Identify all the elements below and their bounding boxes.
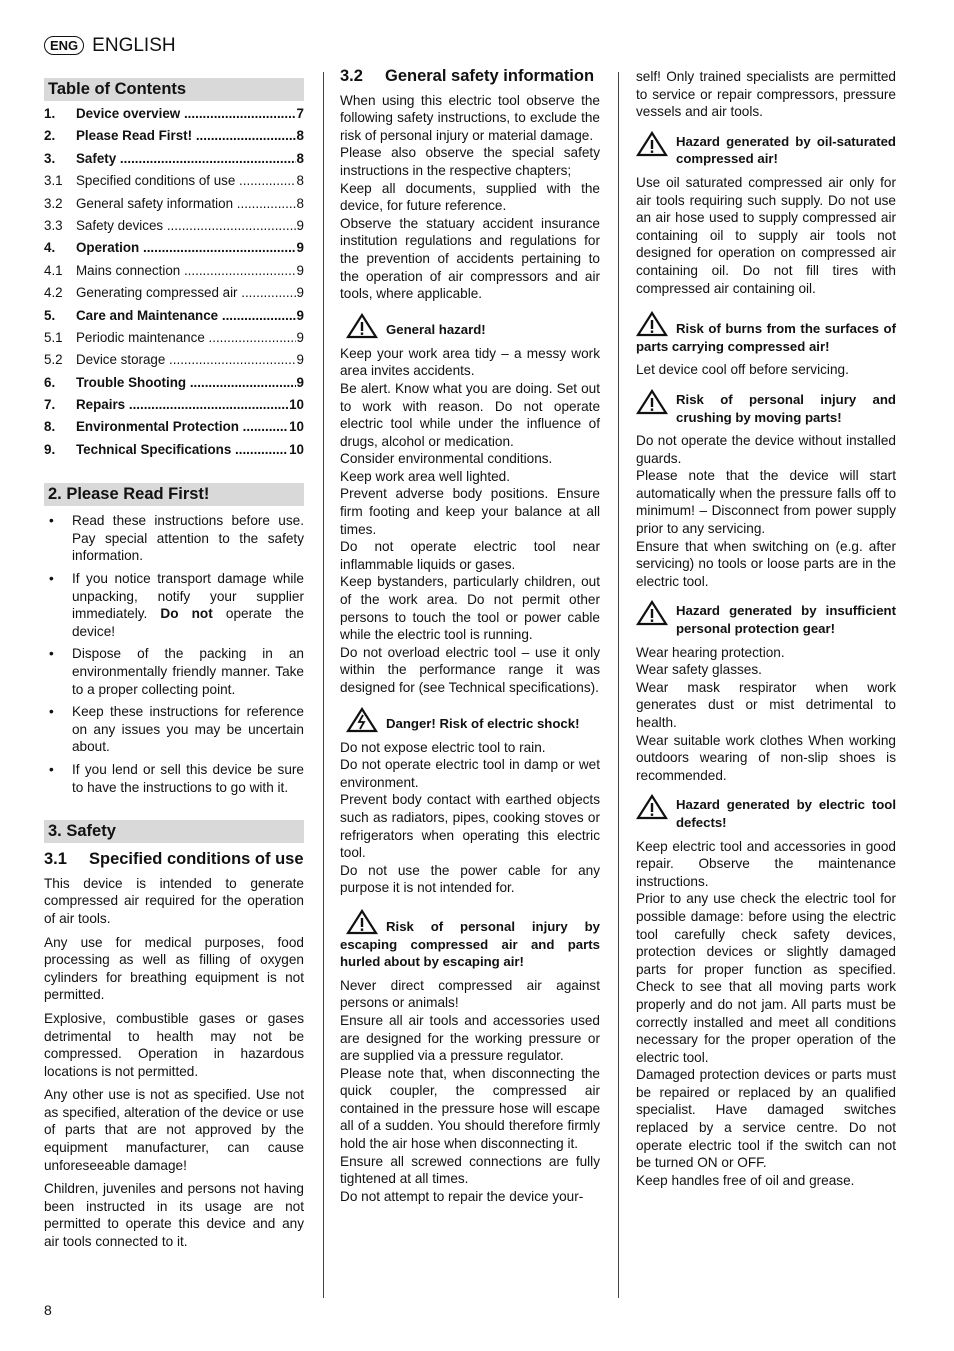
toc-item-title: Trouble Shooting ..... xyxy=(76,372,296,394)
paragraph: Prevent body contact with earthed objects such as radiators, pipes, cooking stoves or refrigerators when operating this electric tool. xyxy=(340,792,600,861)
toc-item-page: 10 xyxy=(289,397,304,413)
toc-item-number: 2. xyxy=(44,128,56,144)
paragraph: Wear hearing protection. xyxy=(636,644,785,660)
toc-heading: Table of Contents xyxy=(44,78,304,101)
toc-item[interactable] xyxy=(44,394,304,416)
language-badge: ENG xyxy=(44,36,84,55)
toc-item-title: Operation ..... xyxy=(76,237,296,259)
paragraph: Do not operate electric tool near inflammable liquids or gases. xyxy=(340,539,600,572)
paragraph: Damaged protection devices or parts must be repaired or replaced by an qualified specialist. Have damaged switches replaced by a service centre. Do not operate electric tool if the switch can not be turned ON or OFF. xyxy=(636,1067,896,1171)
paragraph: Keep handles free of oil and grease. xyxy=(636,1172,855,1188)
warning-icon xyxy=(636,311,668,337)
toc-item-number: 3. xyxy=(44,150,56,166)
please-read-heading: 2. Please Read First! xyxy=(44,483,304,506)
warning-icon xyxy=(636,794,668,820)
warning-icon xyxy=(636,389,668,415)
toc-item-page: 8 xyxy=(296,195,304,211)
toc-item-number: 1. xyxy=(44,106,56,121)
column-3 xyxy=(636,68,896,1189)
moving-parts-warning: Risk of personal injury and crushing by moving parts! xyxy=(636,391,896,426)
toc-item[interactable] xyxy=(44,305,304,327)
toc-item-title: Safety devices ..... xyxy=(76,215,296,237)
toc-item[interactable] xyxy=(44,215,304,237)
toc-item-title: Specified conditions of use ..... xyxy=(76,170,296,192)
paragraph: Any other use is not as specified. Use not as specified, alteration of the device or use of parts that are not approved by the equipment manufacturer, can cause unforeseeable damage! xyxy=(44,1087,304,1173)
toc-item-page: 7 xyxy=(296,106,304,121)
paragraph: Keep bystanders, particularly children, out of the work area. Do not permit other persons to touch the tool or power cable while the electric tool is running. xyxy=(340,574,600,643)
paragraph: Observe the statuary accident insurance institution regulations and regulations for the prevention of accidents pertaining to the operation of air compressors and air tools, where applicable. xyxy=(340,215,600,302)
toc-item[interactable] xyxy=(44,170,304,192)
paragraph: Ensure all screwed connections are fully tightened at all times. xyxy=(340,1153,600,1187)
paragraph: Wear suitable work clothes When working outdoors wearing of non-slip shoes is recommended. xyxy=(636,732,896,783)
paragraph: Keep work area well lighted. xyxy=(340,468,511,484)
toc-item-page: 8 xyxy=(296,150,304,166)
toc-item-number: 3.1 xyxy=(44,173,63,189)
toc-item[interactable] xyxy=(44,193,304,215)
paragraph: Please note that, when disconnecting the quick coupler, the compressed air contained in the pressure hose will escape all of a sudden. You should therefore firmly hold the air hose when disconnecting it. xyxy=(340,1065,600,1152)
column-2 xyxy=(340,68,600,1205)
paragraph: Wear safety glasses. xyxy=(636,662,762,678)
toc-item[interactable] xyxy=(44,439,304,461)
warning-icon xyxy=(346,909,378,935)
toc-item-number: 7. xyxy=(44,397,56,413)
paragraph: Keep electric tool and accessories in good repair. Observe the maintenance instructions. xyxy=(636,838,896,889)
electric-shock-icon xyxy=(346,707,378,733)
compressed-air-warning: Risk of personal injury by escaping compressed air and parts hurled about by escaping air! xyxy=(340,909,600,971)
toc-item-page: 9 xyxy=(296,240,304,256)
toc-item-page: 9 xyxy=(296,374,304,390)
language-label: ENGLISH xyxy=(92,34,176,56)
paragraph: Do not overload electric tool – use it only within the performance range it was designed for (see Technical specifications). xyxy=(340,644,600,695)
toc-item[interactable] xyxy=(44,148,304,170)
toc-item-number: 4.1 xyxy=(44,262,63,278)
paragraph: Please also observe the special safety instructions in the respective chapters; xyxy=(340,145,600,178)
toc-item-number: 5.1 xyxy=(44,329,63,345)
toc-item-title: Please Read First! ..... xyxy=(76,125,296,147)
paragraph: Ensure that when switching on (e.g. after servicing) no tools or loose parts are in the electric tool. xyxy=(636,538,896,589)
toc-item-number: 9. xyxy=(44,441,56,457)
toc-item-number: 8. xyxy=(44,419,56,435)
toc-item[interactable] xyxy=(44,103,304,125)
paragraph: Prevent adverse body positions. Ensure firm footing and keep your balance at all times. xyxy=(340,486,600,537)
toc-item-title: Care and Maintenance ..... xyxy=(76,305,296,327)
toc-item-number: 4.2 xyxy=(44,285,63,301)
warning-icon xyxy=(636,131,668,157)
toc-item-number: 4. xyxy=(44,240,56,256)
paragraph: Do not operate the device without installed guards. xyxy=(636,433,896,466)
paragraph: Wear mask respirator when work generates dust or mist detrimental to health. xyxy=(636,679,896,730)
toc-item-page: 8 xyxy=(296,173,304,189)
toc-item[interactable] xyxy=(44,416,304,438)
paragraph: Keep your work area tidy – a messy work area invites accidents. xyxy=(340,345,600,379)
please-read-list xyxy=(44,512,304,796)
toc-item-title: Safety ..... xyxy=(76,148,296,170)
list-item: • If you lend or sell this device be sure to have the instructions to go with it. xyxy=(44,761,304,796)
toc-item-number: 5. xyxy=(44,307,56,323)
toc-item-page: 10 xyxy=(289,419,304,435)
paragraph: Keep all documents, supplied with the device, for future reference. xyxy=(340,180,600,214)
toc-item-page: 8 xyxy=(296,128,304,144)
toc-item-page: 9 xyxy=(296,217,304,233)
toc-item[interactable] xyxy=(44,237,304,259)
paragraph: Children, juveniles and persons not having been instructed in its usage are not permitted to operate this device and any air tools connected to it. xyxy=(44,1181,304,1250)
toc-item-number: 6. xyxy=(44,374,56,390)
toc-item-page: 9 xyxy=(296,352,304,368)
toc-item-page: 9 xyxy=(296,285,304,301)
list-item: • Read these instructions before use. Pay special attention to the safety information. xyxy=(44,512,304,565)
toc-item-number: 3.3 xyxy=(44,217,63,233)
toc-item-title: General safety information ..... xyxy=(76,193,296,215)
column-divider xyxy=(618,72,619,1298)
paragraph: self! Only trained specialists are permitted to service or repair compressors, pressure vessels and air tools. xyxy=(636,69,896,120)
list-item: • Dispose of the packing in an environmentally friendly manner. Take to a proper collecting point. xyxy=(44,645,304,698)
paragraph: Please note that the device will start automatically when the pressure falls off to minimum! – Disconnect from power supply prior to any servicing. xyxy=(636,468,896,537)
paragraph: Prior to any use check the electric tool for possible damage: before using the electric tool carefully check safety devices, protection devices or slightly damaged parts for proper function as specified. Check to see that all moving parts work properly and do not jam. All parts must be correctly installed and meet all conditions necessary for the proper operation of the electric tool. xyxy=(636,891,896,1065)
paragraph: Never direct compressed air against persons or animals! xyxy=(340,977,600,1011)
toc-list xyxy=(44,103,304,461)
toc-item-title: Device storage ..... xyxy=(76,349,296,371)
safety-heading: 3. Safety xyxy=(44,820,304,843)
toc-item[interactable] xyxy=(44,372,304,394)
toc-item[interactable] xyxy=(44,260,304,282)
paragraph: Be alert. Know what you are doing. Set out to work with reason. Do not operate electric tool while under the influence of drugs, alcohol or medication. xyxy=(340,380,600,449)
toc-item-title: Generating compressed air ..... xyxy=(76,282,296,304)
section-3-2-heading: 3.2 General safety information xyxy=(340,67,595,85)
toc-item[interactable] xyxy=(44,282,304,304)
general-hazard-warning: General hazard! xyxy=(346,315,600,339)
toc-item-page: 10 xyxy=(289,441,304,457)
toc-item-page: 9 xyxy=(296,262,304,278)
paragraph: Ensure all air tools and accessories used are designed for the working pressure or are supplied via a pressure regulator. xyxy=(340,1012,600,1064)
oil-air-warning: Hazard generated by oil-saturated compressed air! xyxy=(636,133,896,168)
toc-item-number: 3.2 xyxy=(44,195,63,211)
paragraph: Do not attempt to repair the device your- xyxy=(340,1188,584,1204)
toc-item-title: Periodic maintenance ..... xyxy=(76,327,296,349)
electric-shock-warning: Danger! Risk of electric shock! xyxy=(346,709,600,733)
paragraph: Let device cool off before servicing. xyxy=(636,362,849,378)
toc-item-page: 9 xyxy=(296,329,304,345)
toc-item-title: Device overview ..... xyxy=(76,103,296,125)
toc-item-title: Mains connection ..... xyxy=(76,260,296,282)
toc-item-title: Technical Specifications ..... xyxy=(76,439,288,461)
page-header xyxy=(44,36,176,55)
paragraph: Any use for medical purposes, food processing as well as filling of oxygen cylinders for breathing equipment is not permitted. xyxy=(44,934,304,1003)
list-item: • If you notice transport damage while unpacking, notify your supplier immediately. Do not operate the device! xyxy=(44,570,304,640)
section-3-1-heading: 3.1 Specified conditions of use xyxy=(44,850,304,869)
paragraph: This device is intended to generate compressed air required for the operation of air tools. xyxy=(44,875,304,926)
toc-item-page: 9 xyxy=(296,307,304,323)
column-1 xyxy=(44,68,304,1251)
page-number: 8 xyxy=(44,1302,52,1318)
list-item: • Keep these instructions for reference on any issues you may be uncertain about. xyxy=(44,703,304,756)
paragraph: Do not operate electric tool in damp or wet environment. xyxy=(340,757,600,790)
toc-item-title: Repairs ..... xyxy=(76,394,288,416)
paragraph: Explosive, combustible gases or gases detrimental to health may not be compressed. Operation in hazardous locations is not permitted. xyxy=(44,1010,304,1079)
column-divider xyxy=(323,72,324,1298)
paragraph: Consider environmental conditions. xyxy=(340,451,553,467)
warning-icon xyxy=(346,313,378,339)
protection-gear-warning: Hazard generated by insufficient personal protection gear! xyxy=(636,602,896,637)
paragraph: When using this electric tool observe the following safety instructions, to exclude the risk of personal injury or material damage. xyxy=(340,92,600,143)
warning-icon xyxy=(636,600,668,626)
toc-item-number: 5.2 xyxy=(44,352,63,368)
tool-defects-warning: Hazard generated by electric tool defects! xyxy=(636,796,896,831)
paragraph: Do not use the power cable for any purpose it is not intended for. xyxy=(340,862,600,896)
toc-item-title: Environmental Protection ..... xyxy=(76,416,288,438)
paragraph: Do not expose electric tool to rain. xyxy=(340,739,546,755)
burns-warning: Risk of burns from the surfaces of parts carrying compressed air! xyxy=(636,311,896,355)
toc-item[interactable] xyxy=(44,349,304,371)
toc-item[interactable] xyxy=(44,327,304,349)
paragraph: Use oil saturated compressed air only for air tools requiring such supply. Do not use an air hose used to supply compressed air containing oil to supply air tools not designed for operation on compressed air containing oil. Do not fill tires with compressed air containing oil. xyxy=(636,174,896,296)
toc-item[interactable] xyxy=(44,125,304,147)
